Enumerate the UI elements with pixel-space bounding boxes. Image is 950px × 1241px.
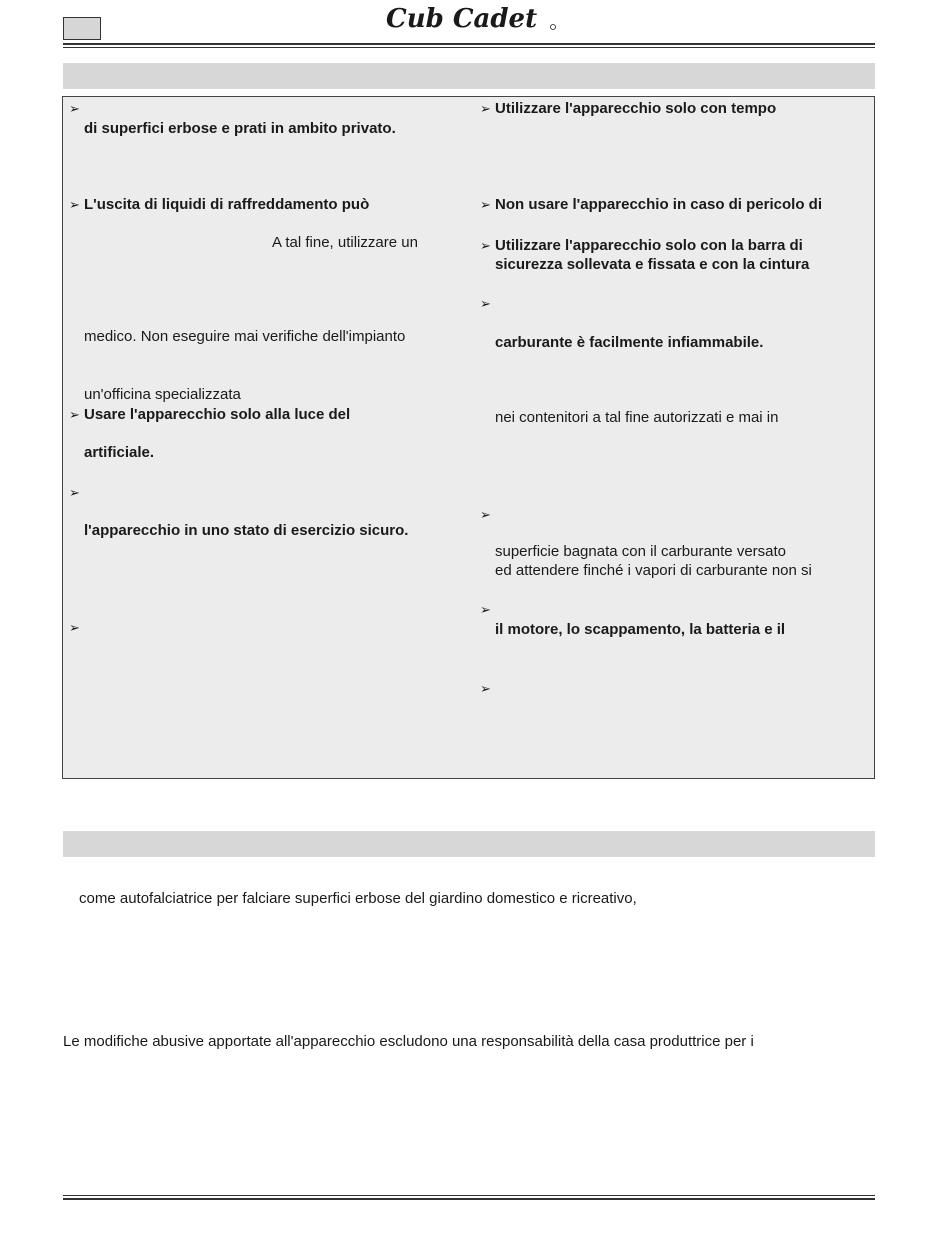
right-line-2: Non usare l'apparecchio in caso di pericolo di	[495, 196, 822, 213]
bullet-arrow-icon: ➢	[480, 507, 491, 522]
section-header-bar-1	[63, 63, 875, 89]
bullet-arrow-icon: ➢	[480, 296, 491, 311]
left-line-3: A tal fine, utilizzare un	[272, 234, 418, 251]
bullet-arrow-icon: ➢	[480, 238, 491, 253]
footer-rule-thick	[63, 1198, 875, 1200]
cub-cadet-logo	[384, 2, 559, 34]
header-rule-thin	[63, 47, 875, 48]
left-line-4: medico. Non eseguire mai verifiche dell'impianto	[84, 328, 406, 345]
left-line-1: di superfici erbose e prati in ambito privato.	[84, 120, 396, 137]
right-line-8: ed attendere finché i vapori di carburante non si	[495, 562, 812, 579]
right-line-1: Utilizzare l'apparecchio solo con tempo	[495, 100, 777, 117]
section-header-bar-2	[63, 831, 875, 857]
left-line-6: Usare l'apparecchio solo alla luce del	[84, 406, 351, 423]
body-paragraph-2: Le modifiche abusive apportate all'apparecchio escludono una responsabilità della casa produttrice per i	[63, 1033, 754, 1050]
right-line-6: nei contenitori a tal fine autorizzati e mai in	[495, 409, 779, 426]
bullet-arrow-icon: ➢	[69, 620, 80, 635]
right-line-7: superficie bagnata con il carburante versato	[495, 543, 787, 560]
bullet-arrow-icon: ➢	[480, 101, 491, 116]
header-rule-thick	[63, 43, 875, 45]
bullet-arrow-icon: ➢	[69, 407, 80, 422]
bullet-arrow-icon: ➢	[480, 197, 491, 212]
right-line-3: Utilizzare l'apparecchio solo con la barra di	[495, 237, 803, 254]
bullet-arrow-icon: ➢	[69, 485, 80, 500]
bullet-arrow-icon: ➢	[69, 197, 80, 212]
right-line-5: carburante è facilmente infiammabile.	[495, 334, 764, 351]
bullet-arrow-icon: ➢	[69, 101, 80, 116]
right-line-4: sicurezza sollevata e fissata e con la cintura	[495, 256, 810, 273]
footer-rule-thin	[63, 1195, 875, 1196]
right-line-9: il motore, lo scappamento, la batteria e il	[495, 621, 786, 638]
bullet-arrow-icon: ➢	[480, 602, 491, 617]
left-line-5: un'officina specializzata	[84, 386, 241, 403]
brand-name: Cub Cadet	[386, 4, 538, 34]
body-paragraph-1: come autofalciatrice per falciare superfici erbose del giardino domestico e ricreativo,	[79, 890, 637, 907]
left-line-7: artificiale.	[84, 444, 155, 461]
left-line-8: l'apparecchio in uno stato di esercizio sicuro.	[84, 522, 409, 539]
page-number-box	[63, 17, 101, 40]
left-line-2: L'uscita di liquidi di raffreddamento può	[84, 196, 370, 213]
bullet-arrow-icon: ➢	[480, 681, 491, 696]
